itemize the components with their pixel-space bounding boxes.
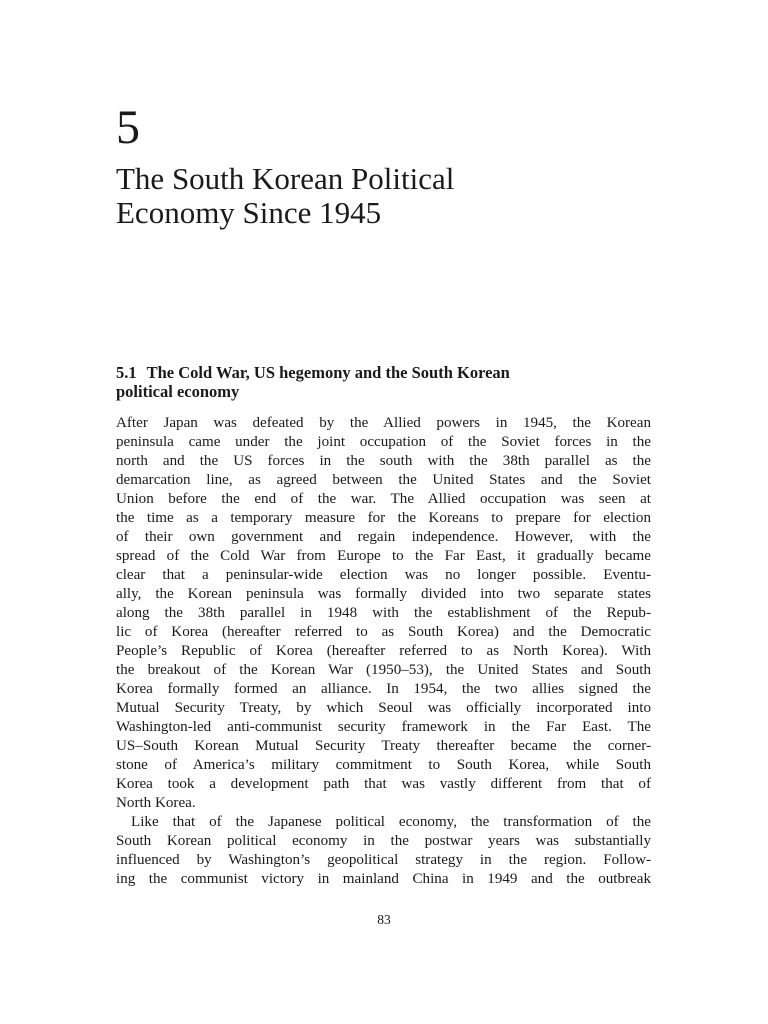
text-line: peninsula came under the joint occupation of the Soviet forces in the xyxy=(116,434,651,450)
text-line: the breakout of the Korean War (1950–53), the United States and South xyxy=(116,662,651,678)
paragraph xyxy=(116,414,651,813)
text-line: of their own government and regain independence. However, with the xyxy=(116,529,651,545)
text-line: Korea formally formed an alliance. In 1954, the two allies signed the xyxy=(116,681,651,697)
text-line: North Korea. xyxy=(116,795,196,811)
chapter-title-line: Economy Since 1945 xyxy=(116,195,382,230)
chapter-number: 5 xyxy=(116,101,140,154)
text-line: Like that of the Japanese political economy, the transformation of the xyxy=(131,814,651,830)
text-line: ing the communist victory in mainland China in 1949 and the outbreak xyxy=(116,871,651,887)
text-line: demarcation line, as agreed between the United States and the Soviet xyxy=(116,472,651,488)
text-line: People’s Republic of Korea (hereafter referred to as North Korea). With xyxy=(116,643,651,659)
text-line: US–South Korean Mutual Security Treaty thereafter became the corner- xyxy=(116,738,651,754)
text-line: stone of America’s military commitment to South Korea, while South xyxy=(116,757,651,773)
text-line: Union before the end of the war. The Allied occupation was seen at xyxy=(116,491,651,507)
text-line: Korea took a development path that was vastly different from that of xyxy=(116,776,651,792)
section-heading-line xyxy=(116,363,656,382)
chapter-title-line: The South Korean Political xyxy=(116,161,455,196)
chapter-title xyxy=(116,162,676,230)
text-line: north and the US forces in the south with the 38th parallel as the xyxy=(116,453,651,469)
text-line: along the 38th parallel in 1948 with the establishment of the Repub- xyxy=(116,605,651,621)
section-number: 5.1 xyxy=(116,363,137,382)
page-number: 83 xyxy=(377,912,391,927)
text-line: South Korean political economy in the postwar years was substantially xyxy=(116,833,651,849)
body-text xyxy=(116,414,651,889)
paragraph xyxy=(116,813,651,889)
text-line: Mutual Security Treaty, by which Seoul was officially incorporated into xyxy=(116,700,651,716)
section-title-text: The Cold War, US hegemony and the South Korean xyxy=(146,363,510,382)
text-line: the time as a temporary measure for the Koreans to prepare for election xyxy=(116,510,651,526)
text-line: After Japan was defeated by the Allied powers in 1945, the Korean xyxy=(116,415,651,431)
section-heading xyxy=(116,363,656,401)
text-line: influenced by Washington’s geopolitical strategy in the region. Follow- xyxy=(116,852,651,868)
text-line: clear that a peninsular-wide election was no longer possible. Eventu- xyxy=(116,567,651,583)
text-line: lic of Korea (hereafter referred to as South Korea) and the Democratic xyxy=(116,624,651,640)
text-line: Washington-led anti-communist security framework in the Far East. The xyxy=(116,719,651,735)
text-line: spread of the Cold War from Europe to the Far East, it gradually became xyxy=(116,548,651,564)
text-line: ally, the Korean peninsula was formally divided into two separate states xyxy=(116,586,651,602)
section-heading-line: political economy xyxy=(116,382,240,401)
